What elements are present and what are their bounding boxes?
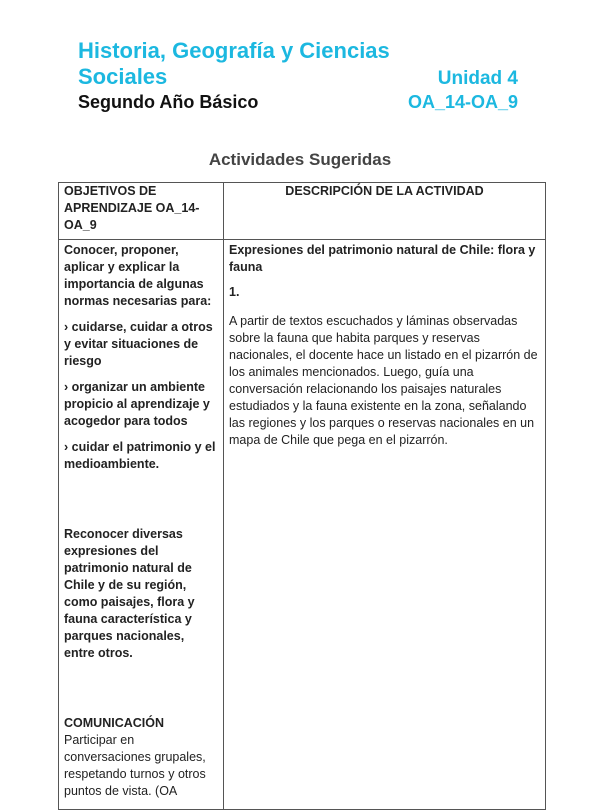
table-header-row [59, 183, 546, 240]
subject-title-line2: Sociales [78, 64, 168, 89]
grade-label: Segundo Año Básico [78, 92, 259, 112]
subject-title-line1: Historia, Geografía y Ciencias [78, 38, 390, 63]
activity-description: A partir de textos escuchados y láminas observadas sobre la fauna que habita parques y reservas nacionales, el docente hace un listado en el pizarrón de los animales mencionados. Luego, guía una conversación relacionando los paisajes naturales estudiados y la fauna existente en la zona, señalando las regiones y los parques o reservas nacionales en un mapa de Chile que pega en el pizarrón. [229, 314, 538, 447]
communication-text: Participar en conversaciones grupales, respetando turnos y otros puntos de vista. (OA [64, 733, 206, 798]
objective-item: › cuidarse, cuidar a otros y evitar situaciones de riesgo [64, 320, 213, 368]
objective-item: › cuidar el patrimonio y el medioambiente. [64, 440, 216, 471]
unit-label: Unidad 4 [437, 68, 518, 89]
section-title: Actividades Sugeridas [208, 150, 392, 169]
objectives-header: OBJETIVOS DE APRENDIZAJE OA_14-OA_9 [59, 183, 224, 240]
communication-label: COMUNICACIÓN [64, 716, 164, 730]
activities-table [58, 182, 546, 810]
objective-intro: Conocer, proponer, aplicar y explicar la importancia de algunas normas necesarias para: [64, 243, 212, 308]
objective-code: OA_14-OA_9 [407, 92, 518, 112]
activity-title: Expresiones del patrimonio natural de Chile: flora y fauna [229, 243, 536, 274]
objectives-cell [59, 240, 224, 810]
activity-number: 1. [229, 285, 240, 299]
table-row [59, 240, 546, 810]
communication-objective [64, 715, 218, 800]
objective-item: › organizar un ambiente propicio al aprendizaje y acogedor para todos [64, 380, 210, 428]
objective-heritage: Reconocer diversas expresiones del patrimonio natural de Chile y de su región, como paisajes, flora y fauna característica y parques nacionales, entre otros. [64, 527, 195, 660]
activity-cell [224, 240, 546, 810]
description-header: DESCRIPCIÓN DE LA ACTIVIDAD [224, 183, 546, 240]
